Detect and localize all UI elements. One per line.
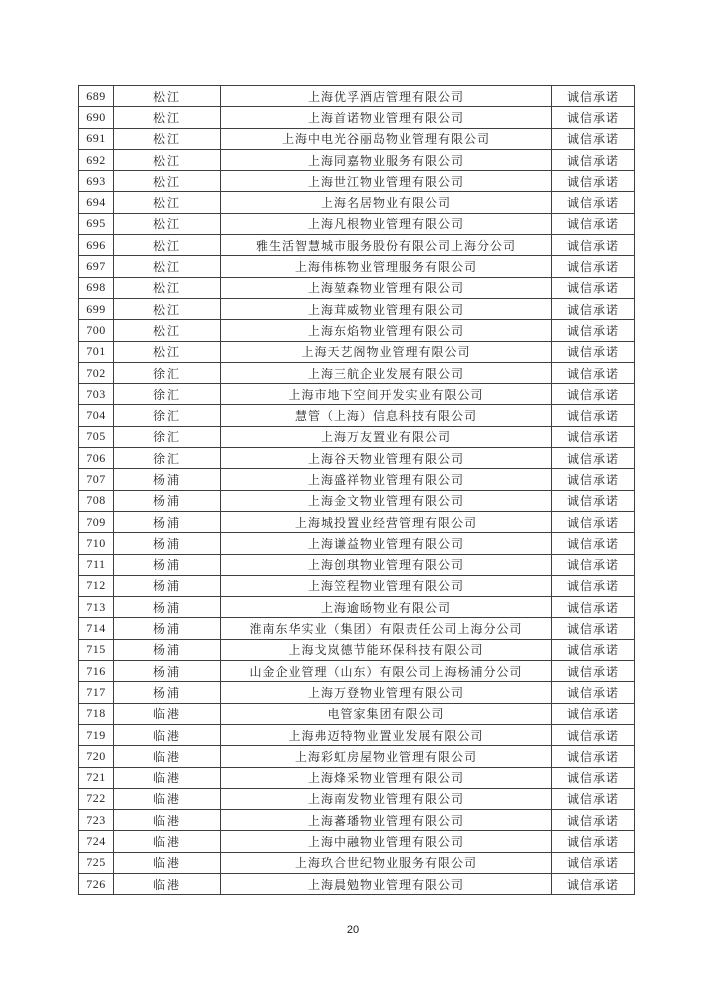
company-name-cell: 上海弗迈特物业置业发展有限公司: [221, 724, 552, 745]
row-number-cell: 700: [79, 320, 114, 341]
row-number-cell: 710: [79, 533, 114, 554]
status-cell: 诚信承诺: [552, 362, 635, 383]
table-row: [79, 171, 635, 192]
district-cell: 松江: [114, 341, 221, 362]
companies-table-body: [79, 86, 635, 895]
district-cell: 松江: [114, 277, 221, 298]
status-cell: 诚信承诺: [552, 171, 635, 192]
company-name-cell: 上海堃森物业管理有限公司: [221, 277, 552, 298]
company-name-cell: 上海伟栋物业管理服务有限公司: [221, 256, 552, 277]
table-row: [79, 426, 635, 447]
row-number-cell: 714: [79, 618, 114, 639]
row-number-cell: 721: [79, 767, 114, 788]
table-row: [79, 639, 635, 660]
district-cell: 徐汇: [114, 362, 221, 383]
district-cell: 松江: [114, 192, 221, 213]
district-cell: 徐汇: [114, 426, 221, 447]
status-cell: 诚信承诺: [552, 235, 635, 256]
table-row: [79, 682, 635, 703]
company-name-cell: 上海烽采物业管理有限公司: [221, 767, 552, 788]
table-row: [79, 235, 635, 256]
status-cell: 诚信承诺: [552, 469, 635, 490]
row-number-cell: 690: [79, 107, 114, 128]
table-row: [79, 384, 635, 405]
status-cell: 诚信承诺: [552, 213, 635, 234]
company-name-cell: 上海凡根物业管理有限公司: [221, 213, 552, 234]
table-row: [79, 490, 635, 511]
status-cell: 诚信承诺: [552, 86, 635, 107]
district-cell: 杨浦: [114, 618, 221, 639]
status-cell: 诚信承诺: [552, 831, 635, 852]
status-cell: 诚信承诺: [552, 384, 635, 405]
district-cell: 临港: [114, 873, 221, 894]
row-number-cell: 712: [79, 575, 114, 596]
status-cell: 诚信承诺: [552, 298, 635, 319]
company-name-cell: 上海万登物业管理有限公司: [221, 682, 552, 703]
status-cell: 诚信承诺: [552, 788, 635, 809]
row-number-cell: 723: [79, 810, 114, 831]
status-cell: 诚信承诺: [552, 511, 635, 532]
table-row: [79, 362, 635, 383]
district-cell: 杨浦: [114, 639, 221, 660]
company-name-cell: 上海优孚酒店管理有限公司: [221, 86, 552, 107]
company-name-cell: 上海首诺物业管理有限公司: [221, 107, 552, 128]
row-number-cell: 699: [79, 298, 114, 319]
status-cell: 诚信承诺: [552, 533, 635, 554]
table-row: [79, 149, 635, 170]
row-number-cell: 726: [79, 873, 114, 894]
row-number-cell: 689: [79, 86, 114, 107]
row-number-cell: 725: [79, 852, 114, 873]
company-name-cell: 上海市地下空间开发实业有限公司: [221, 384, 552, 405]
row-number-cell: 701: [79, 341, 114, 362]
district-cell: 杨浦: [114, 469, 221, 490]
district-cell: 松江: [114, 213, 221, 234]
row-number-cell: 713: [79, 597, 114, 618]
company-name-cell: 上海南发物业管理有限公司: [221, 788, 552, 809]
district-cell: 临港: [114, 810, 221, 831]
district-cell: 松江: [114, 149, 221, 170]
status-cell: 诚信承诺: [552, 639, 635, 660]
status-cell: 诚信承诺: [552, 810, 635, 831]
table-row: [79, 469, 635, 490]
table-row: [79, 810, 635, 831]
table-row: [79, 341, 635, 362]
table-row: [79, 873, 635, 894]
district-cell: 临港: [114, 703, 221, 724]
district-cell: 杨浦: [114, 554, 221, 575]
company-name-cell: 雅生活智慧城市服务股份有限公司上海分公司: [221, 235, 552, 256]
table-row: [79, 618, 635, 639]
row-number-cell: 722: [79, 788, 114, 809]
district-cell: 松江: [114, 107, 221, 128]
district-cell: 杨浦: [114, 597, 221, 618]
company-name-cell: 上海中电光谷丽岛物业管理有限公司: [221, 128, 552, 149]
table-row: [79, 277, 635, 298]
company-name-cell: 上海三航企业发展有限公司: [221, 362, 552, 383]
status-cell: 诚信承诺: [552, 490, 635, 511]
district-cell: 松江: [114, 298, 221, 319]
district-cell: 徐汇: [114, 405, 221, 426]
company-name-cell: 上海戈岚德节能环保科技有限公司: [221, 639, 552, 660]
company-name-cell: 淮南东华实业（集团）有限责任公司上海分公司: [221, 618, 552, 639]
district-cell: 松江: [114, 256, 221, 277]
district-cell: 松江: [114, 128, 221, 149]
row-number-cell: 720: [79, 746, 114, 767]
status-cell: 诚信承诺: [552, 746, 635, 767]
row-number-cell: 717: [79, 682, 114, 703]
company-name-cell: 上海谷天物业管理有限公司: [221, 448, 552, 469]
status-cell: 诚信承诺: [552, 618, 635, 639]
company-name-cell: 上海创琪物业管理有限公司: [221, 554, 552, 575]
table-row: [79, 852, 635, 873]
table-row: [79, 533, 635, 554]
district-cell: 临港: [114, 788, 221, 809]
company-name-cell: 上海晨勉物业管理有限公司: [221, 873, 552, 894]
row-number-cell: 705: [79, 426, 114, 447]
status-cell: 诚信承诺: [552, 192, 635, 213]
row-number-cell: 693: [79, 171, 114, 192]
table-row: [79, 128, 635, 149]
district-cell: 杨浦: [114, 511, 221, 532]
status-cell: 诚信承诺: [552, 682, 635, 703]
status-cell: 诚信承诺: [552, 448, 635, 469]
company-name-cell: 上海盛祥物业管理有限公司: [221, 469, 552, 490]
status-cell: 诚信承诺: [552, 149, 635, 170]
district-cell: 松江: [114, 235, 221, 256]
row-number-cell: 694: [79, 192, 114, 213]
company-name-cell: 上海谦益物业管理有限公司: [221, 533, 552, 554]
status-cell: 诚信承诺: [552, 703, 635, 724]
table-row: [79, 746, 635, 767]
table-row: [79, 511, 635, 532]
row-number-cell: 691: [79, 128, 114, 149]
table-row: [79, 724, 635, 745]
table-row: [79, 405, 635, 426]
row-number-cell: 703: [79, 384, 114, 405]
district-cell: 杨浦: [114, 575, 221, 596]
district-cell: 杨浦: [114, 533, 221, 554]
table-row: [79, 86, 635, 107]
table-row: [79, 107, 635, 128]
row-number-cell: 716: [79, 661, 114, 682]
row-number-cell: 719: [79, 724, 114, 745]
page-number: 20: [346, 924, 360, 936]
table-row: [79, 554, 635, 575]
status-cell: 诚信承诺: [552, 724, 635, 745]
district-cell: 临港: [114, 831, 221, 852]
table-row: [79, 788, 635, 809]
row-number-cell: 698: [79, 277, 114, 298]
company-name-cell: 上海同嘉物业服务有限公司: [221, 149, 552, 170]
status-cell: 诚信承诺: [552, 277, 635, 298]
company-name-cell: 上海玖合世纪物业服务有限公司: [221, 852, 552, 873]
status-cell: 诚信承诺: [552, 405, 635, 426]
company-name-cell: 电管家集团有限公司: [221, 703, 552, 724]
row-number-cell: 692: [79, 149, 114, 170]
row-number-cell: 711: [79, 554, 114, 575]
status-cell: 诚信承诺: [552, 554, 635, 575]
district-cell: 临港: [114, 724, 221, 745]
status-cell: 诚信承诺: [552, 256, 635, 277]
row-number-cell: 724: [79, 831, 114, 852]
district-cell: 徐汇: [114, 384, 221, 405]
status-cell: 诚信承诺: [552, 661, 635, 682]
district-cell: 临港: [114, 852, 221, 873]
table-row: [79, 831, 635, 852]
company-name-cell: 上海蕃璠物业管理有限公司: [221, 810, 552, 831]
status-cell: 诚信承诺: [552, 873, 635, 894]
table-row: [79, 767, 635, 788]
company-name-cell: 上海金文物业管理有限公司: [221, 490, 552, 511]
status-cell: 诚信承诺: [552, 852, 635, 873]
row-number-cell: 708: [79, 490, 114, 511]
table-row: [79, 661, 635, 682]
table-row: [79, 256, 635, 277]
row-number-cell: 704: [79, 405, 114, 426]
table-row: [79, 298, 635, 319]
table-row: [79, 575, 635, 596]
companies-table: [78, 85, 635, 895]
company-name-cell: 上海名居物业有限公司: [221, 192, 552, 213]
row-number-cell: 696: [79, 235, 114, 256]
district-cell: 杨浦: [114, 490, 221, 511]
row-number-cell: 715: [79, 639, 114, 660]
company-name-cell: 上海中融物业管理有限公司: [221, 831, 552, 852]
row-number-cell: 706: [79, 448, 114, 469]
table-row: [79, 597, 635, 618]
status-cell: 诚信承诺: [552, 767, 635, 788]
table-row: [79, 320, 635, 341]
row-number-cell: 707: [79, 469, 114, 490]
district-cell: 松江: [114, 320, 221, 341]
district-cell: 松江: [114, 86, 221, 107]
status-cell: 诚信承诺: [552, 426, 635, 447]
company-name-cell: 上海逾旸物业有限公司: [221, 597, 552, 618]
row-number-cell: 697: [79, 256, 114, 277]
district-cell: 临港: [114, 767, 221, 788]
company-name-cell: 山金企业管理（山东）有限公司上海杨浦分公司: [221, 661, 552, 682]
status-cell: 诚信承诺: [552, 575, 635, 596]
district-cell: 松江: [114, 171, 221, 192]
company-name-cell: 上海世江物业管理有限公司: [221, 171, 552, 192]
company-name-cell: 上海笠程物业管理有限公司: [221, 575, 552, 596]
status-cell: 诚信承诺: [552, 107, 635, 128]
company-name-cell: 慧管（上海）信息科技有限公司: [221, 405, 552, 426]
company-name-cell: 上海城投置业经营管理有限公司: [221, 511, 552, 532]
district-cell: 杨浦: [114, 682, 221, 703]
company-name-cell: 上海彩虹房屋物业管理有限公司: [221, 746, 552, 767]
company-name-cell: 上海茸威物业管理有限公司: [221, 298, 552, 319]
row-number-cell: 695: [79, 213, 114, 234]
district-cell: 徐汇: [114, 448, 221, 469]
company-name-cell: 上海天艺阁物业管理有限公司: [221, 341, 552, 362]
table-row: [79, 192, 635, 213]
status-cell: 诚信承诺: [552, 341, 635, 362]
company-name-cell: 上海万友置业有限公司: [221, 426, 552, 447]
status-cell: 诚信承诺: [552, 320, 635, 341]
status-cell: 诚信承诺: [552, 128, 635, 149]
row-number-cell: 709: [79, 511, 114, 532]
status-cell: 诚信承诺: [552, 597, 635, 618]
company-name-cell: 上海东焰物业管理有限公司: [221, 320, 552, 341]
row-number-cell: 718: [79, 703, 114, 724]
table-row: [79, 213, 635, 234]
district-cell: 临港: [114, 746, 221, 767]
row-number-cell: 702: [79, 362, 114, 383]
table-row: [79, 703, 635, 724]
table-row: [79, 448, 635, 469]
district-cell: 杨浦: [114, 661, 221, 682]
